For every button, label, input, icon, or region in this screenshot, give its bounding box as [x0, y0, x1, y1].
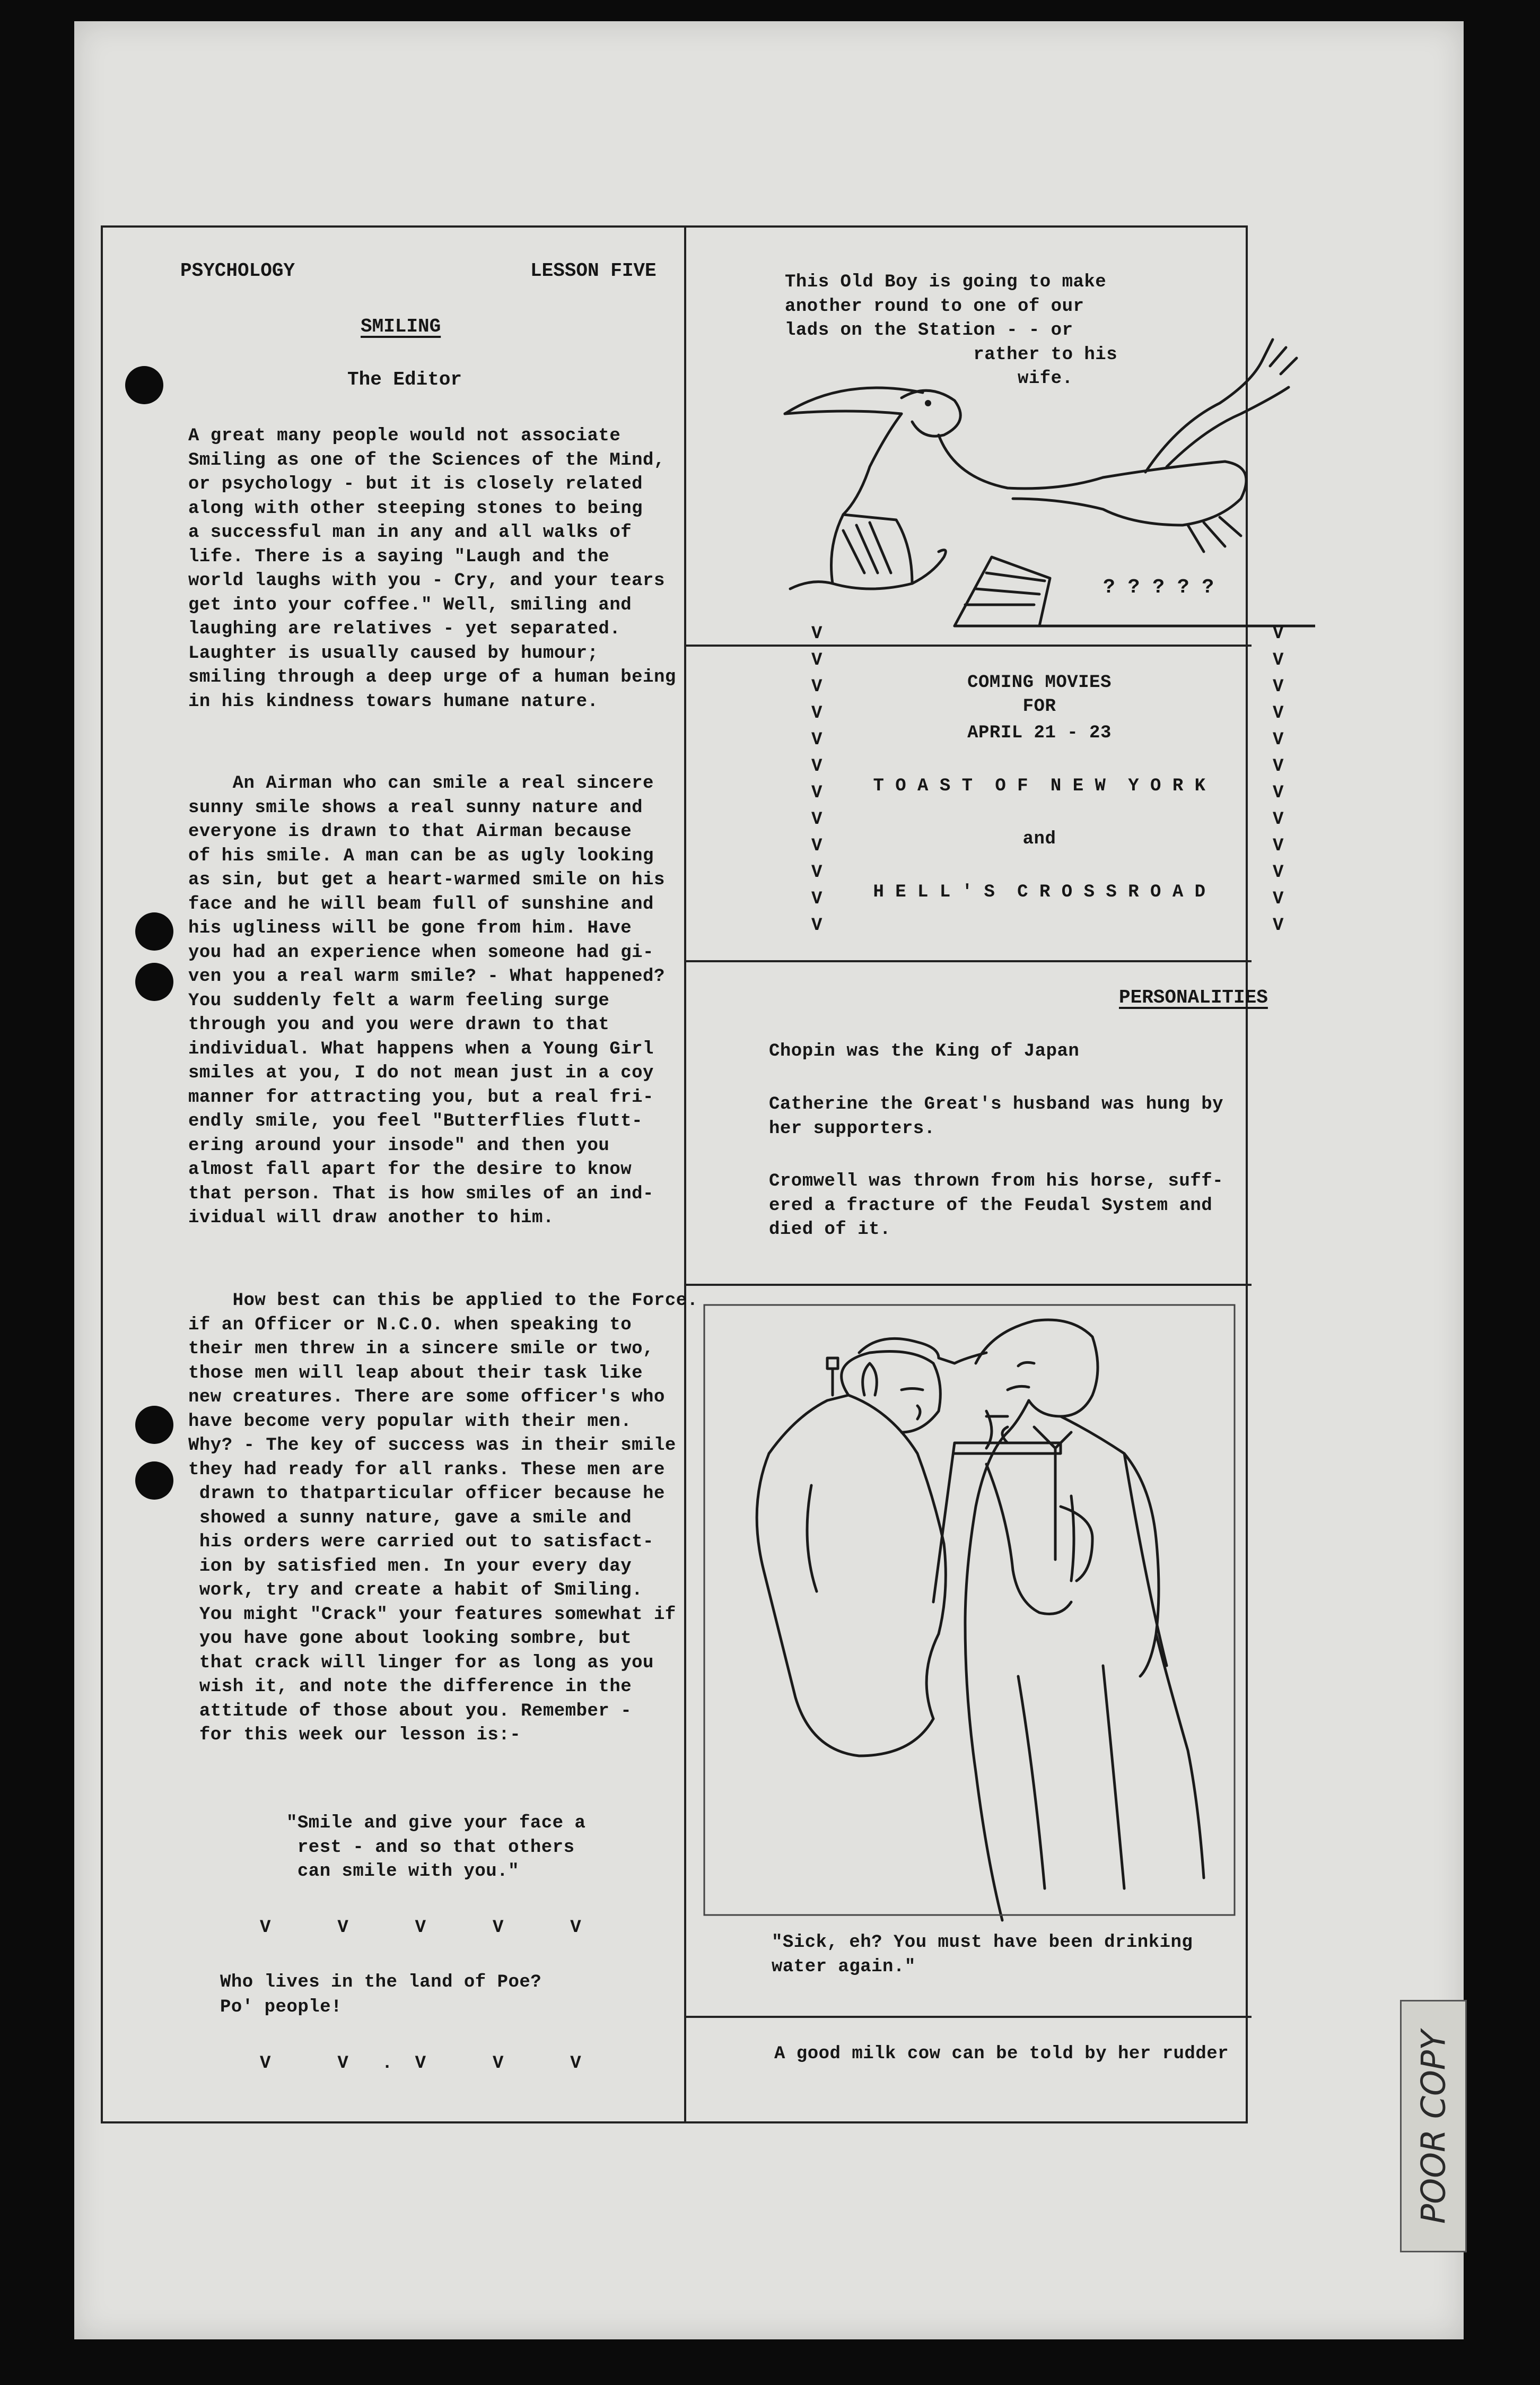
stork-drawing	[764, 308, 1315, 642]
article-title: SMILING	[361, 316, 441, 337]
movies-border-right: V V V V V V V V V V V V	[1273, 624, 1284, 936]
cartoon-caption: "Sick, eh? You must have been drinking water again."	[772, 1933, 1193, 1977]
movie-title: H E L L ' S C R O S S R O A D	[873, 882, 1206, 902]
lesson-label: LESSON FIVE	[530, 260, 657, 282]
joke-answer: Po' people!	[220, 1997, 342, 2017]
section-divider	[684, 960, 1252, 962]
section-label: PSYCHOLOGY	[180, 260, 295, 282]
article-paragraph: How best can this be applied to the Force. if an Officer or N.C.O. when speaking to their men threw in a sincere smile or two, those men will leap about their task like new creatures. There are some officer's who have become very popular with their men. Why? - The key of success was in their smile they had ready for all ranks. These men are drawn to thatparticular officer because he showed a sunny nature, gave a smile and his orders were carried out to satisfact- ion by satisfied men. In your every day work, try and create a habit of Smiling. You might "Crack" your features somewhat if you have gone about looking sombre, but that crack will linger for as long as you wish it, and note the difference in the attitude of those about you. Remember - for this week our lesson is:-	[188, 1291, 698, 1745]
separator-row: V V V V V	[260, 1918, 582, 1938]
movies-date: APRIL 21 - 23	[967, 723, 1112, 743]
article-paragraph: An Airman who can smile a real sincere sunny smile shows a real sunny nature and everyone is drawn to that Airman because of his smile. A man can be as ugly looking as sin, but get a heart-warmed smile on his face and he will beam full of sunshine and his ugliness will be gone from him. Have you had an experience when someone had gi- ven you a real warm smile? - What happened? You suddenly felt a warm feeling surge through you and you were drawn to that individual. What happens when a Young Girl smiles at you, I do not mean just in a coy manner for attracting you, but a real fri- endly smile, you feel "Butterflies flutt- ering around your insode" and then you almost fall apart for the desire to know that person. That is how smiles of an ind- ividual will draw another to him.	[188, 773, 665, 1228]
separator-row: V V . V V V	[260, 2053, 582, 2074]
movie-title: T O A S T O F N E W Y O R K	[873, 776, 1206, 796]
section-divider	[684, 1284, 1252, 1286]
personality-item: Catherine the Great's husband was hung by her supporters.	[769, 1094, 1224, 1139]
cartoon-drawing	[689, 1294, 1252, 1926]
poor-copy-stamp	[1400, 2000, 1467, 2252]
movies-heading: FOR	[1022, 697, 1056, 717]
article-quote: "Smile and give your face a rest - and so that others can smile with you."	[286, 1813, 586, 1882]
article-byline: The Editor	[347, 369, 462, 390]
personality-item: Cromwell was thrown from his horse, suff- ered a fracture of the Feudal System and died of it.	[769, 1171, 1224, 1240]
section-divider	[684, 2016, 1252, 2018]
personality-item: Chopin was the King of Japan	[769, 1041, 1080, 1061]
section-divider	[684, 645, 1252, 647]
movies-heading: COMING MOVIES	[967, 673, 1112, 693]
question-marks: ? ? ? ? ?	[1103, 576, 1214, 599]
movies-border-left: V V V V V V V V V V V V	[811, 624, 822, 936]
article-paragraph: A great many people would not associate Smiling as one of the Sciences of the Mind, or psychology - but it is closely related along with other steeping stones to being a successful man in any and all walks of life. There is a saying "Laugh and the world laughs with you - Cry, and your tears get into your coffee." Well, smiling and laughing are relatives - yet separated. Laughter is usually caused by humour; smiling through a deep urge of a human being in his kindness towars humane nature.	[188, 426, 676, 712]
personalities-title: PERSONALITIES	[1119, 987, 1268, 1008]
column-divider	[684, 225, 686, 2121]
movies-and: and	[1022, 829, 1056, 849]
joke-question: Who lives in the land of Poe?	[220, 1972, 542, 1992]
stork-caption: This Old Boy is going to make another round to one of our lads on the Station - - or rather to his wife.	[785, 272, 1118, 389]
stamp-text: POOR COPY	[1414, 2030, 1453, 2224]
footer-joke: A good milk cow can be told by her rudder	[774, 2044, 1229, 2064]
